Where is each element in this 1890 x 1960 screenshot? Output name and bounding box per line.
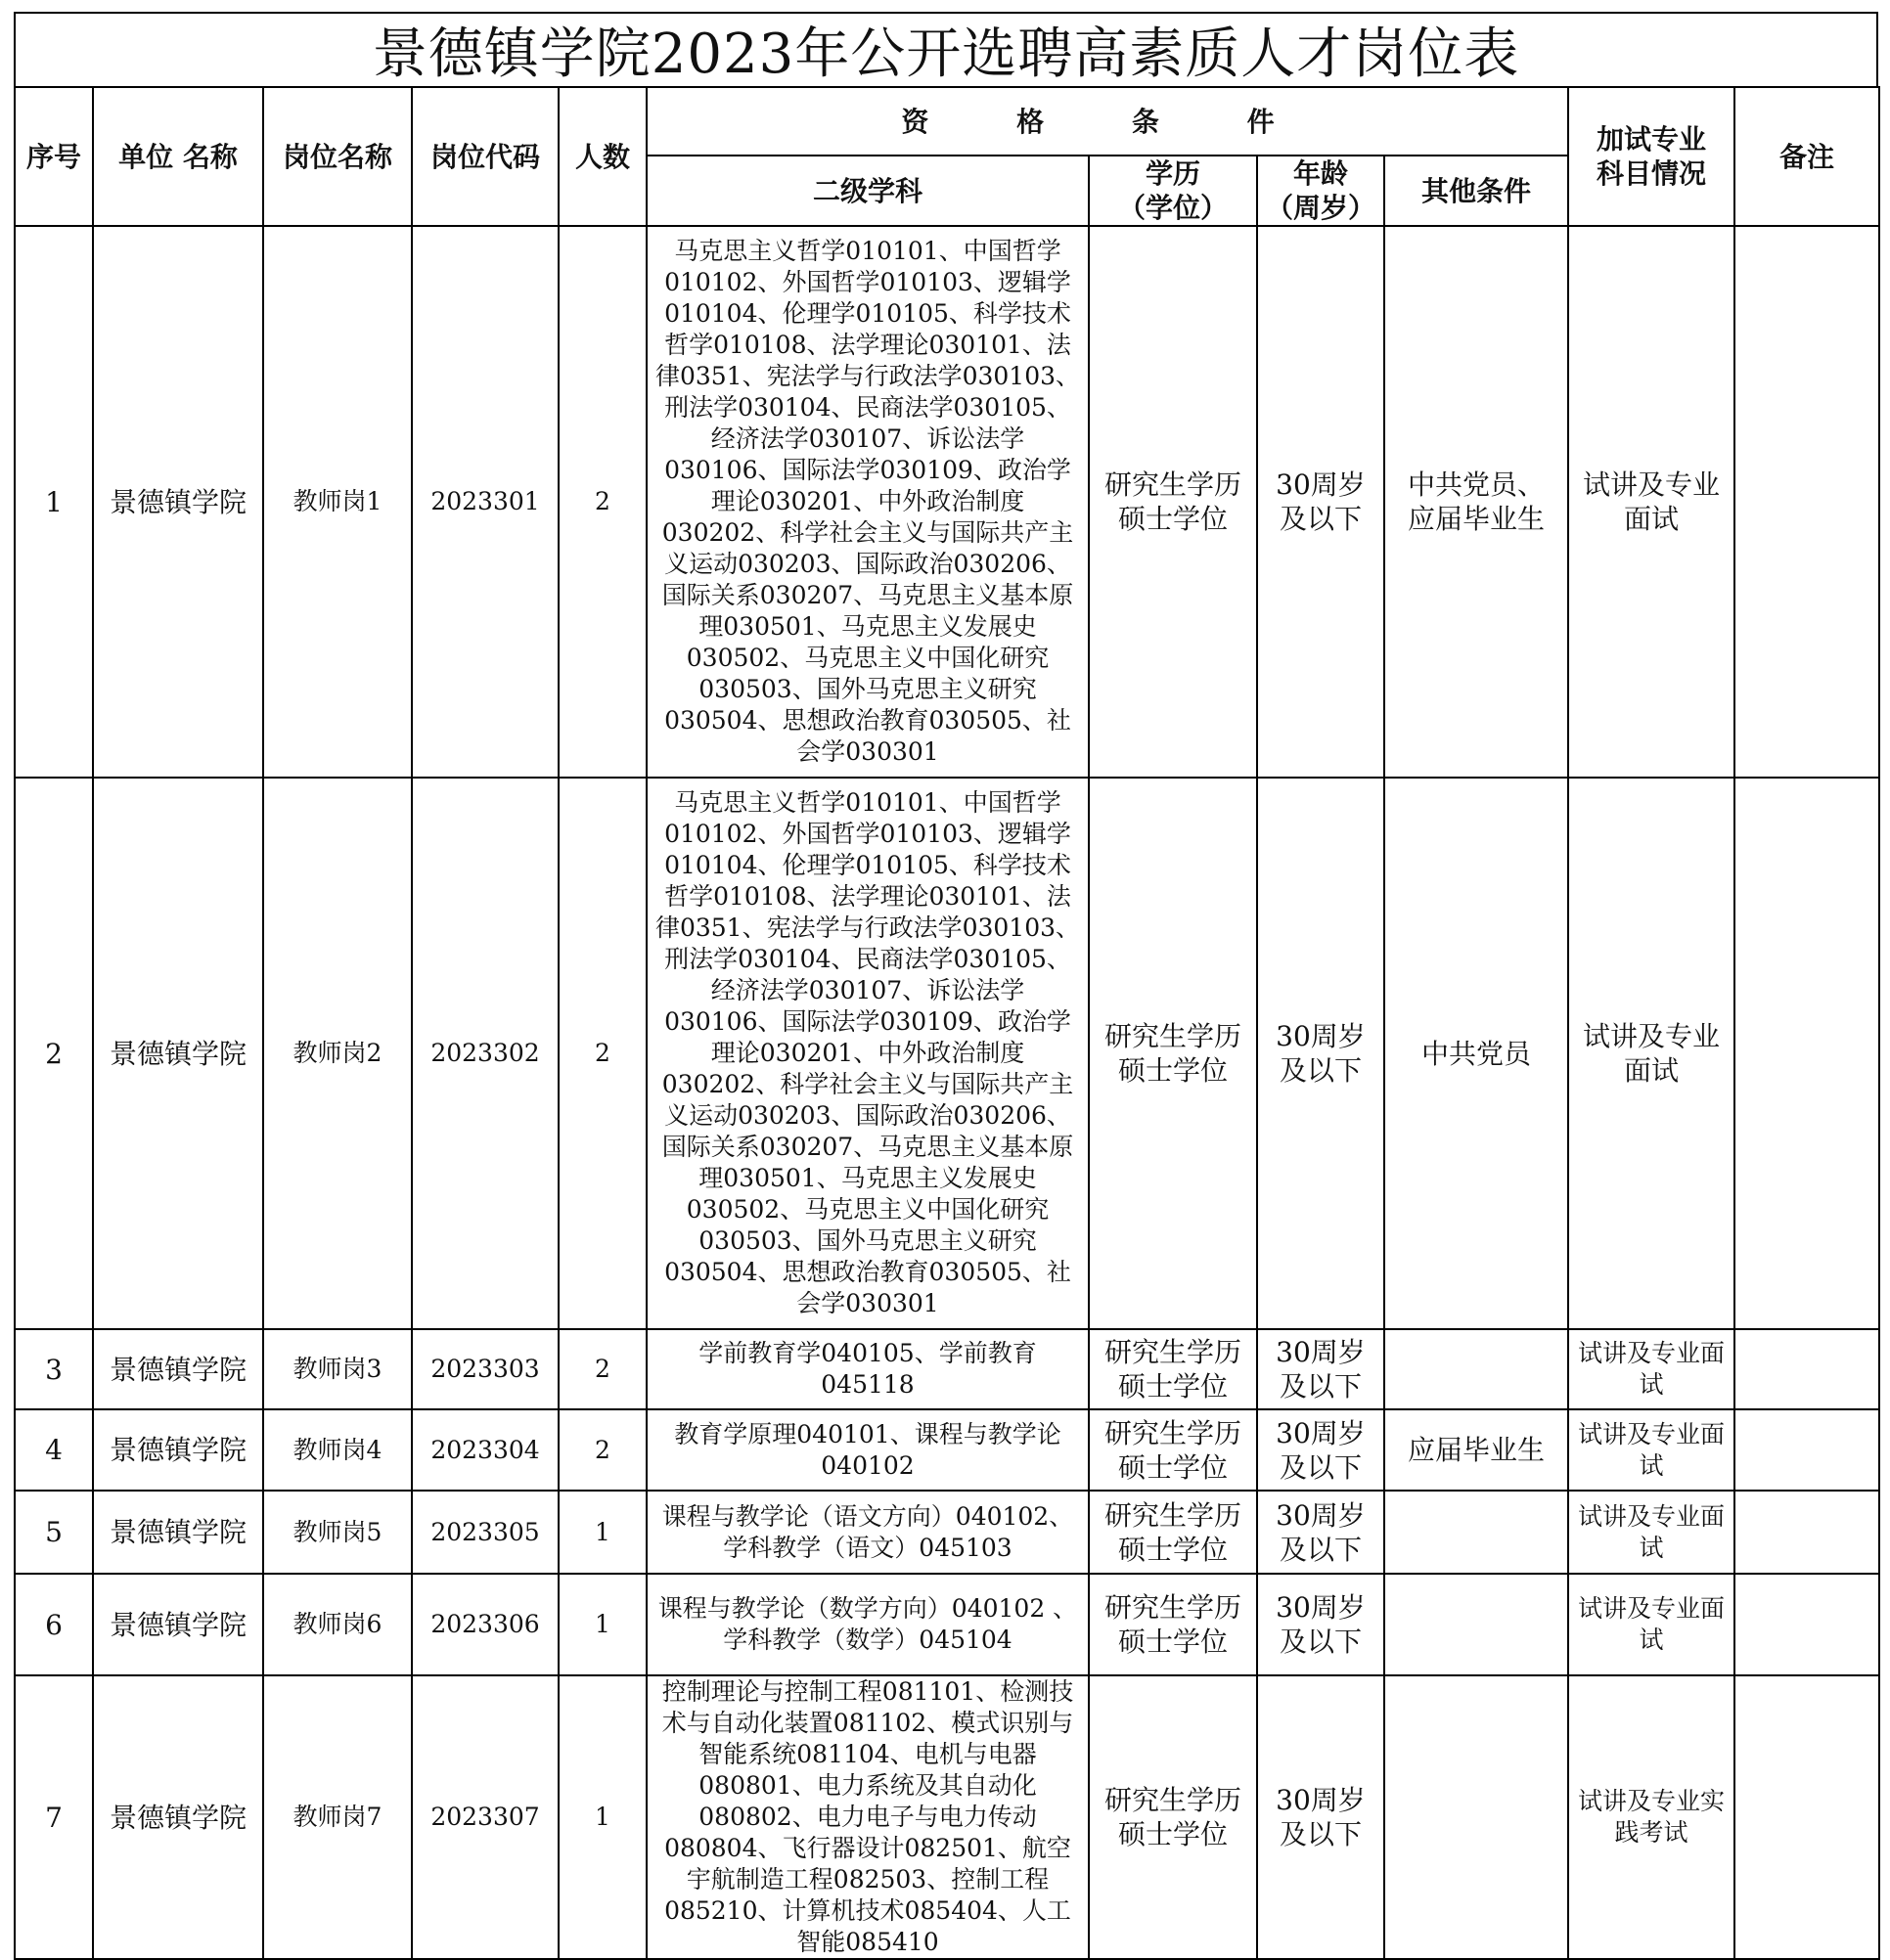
cell-subject: 教育学原理040101、课程与教学论040102	[647, 1409, 1089, 1491]
table-row	[15, 778, 1879, 1329]
cell-extra-exam: 试讲及专业面 试	[1568, 1329, 1734, 1409]
cell-extra-exam: 试讲及专业面 试	[1568, 1491, 1734, 1574]
cell-unit: 景德镇学院	[93, 1491, 263, 1574]
header-qualifications: 资 格 条 件	[647, 87, 1568, 156]
cell-extra-exam: 试讲及专业 面试	[1568, 226, 1734, 778]
cell-count: 2	[559, 226, 647, 778]
header-row-1	[15, 87, 1879, 156]
cell-post-code: 2023307	[412, 1675, 559, 1959]
cell-post-code: 2023304	[412, 1409, 559, 1491]
cell-extra-exam: 试讲及专业 面试	[1568, 778, 1734, 1329]
cell-education: 研究生学历 硕士学位	[1089, 778, 1257, 1329]
cell-education: 研究生学历 硕士学位	[1089, 1491, 1257, 1574]
cell-post-code: 2023301	[412, 226, 559, 778]
cell-post-code: 2023306	[412, 1574, 559, 1675]
cell-unit: 景德镇学院	[93, 1675, 263, 1959]
cell-post-name: 教师岗1	[263, 226, 412, 778]
cell-post-name: 教师岗2	[263, 778, 412, 1329]
header-post-name: 岗位名称	[263, 87, 412, 226]
table-row	[15, 1409, 1879, 1491]
page-title: 景德镇学院2023年公开选聘高素质人才岗位表	[372, 22, 1520, 86]
cell-age: 30周岁 及以下	[1257, 1574, 1384, 1675]
cell-post-name: 教师岗3	[263, 1329, 412, 1409]
table-row	[15, 1491, 1879, 1574]
position-sheet	[14, 12, 1878, 1960]
cell-education: 研究生学历 硕士学位	[1089, 1329, 1257, 1409]
cell-remarks	[1734, 1491, 1879, 1574]
positions-table	[14, 86, 1880, 1960]
positions-body	[15, 226, 1879, 1959]
cell-subject: 马克思主义哲学010101、中国哲学010102、外国哲学010103、逻辑学010104、伦理学010105、科学技术哲学010108、法学理论030101、法律0351、宪法学与行政法学030103、刑法学030104、民商法学030105、经济法学030107、诉讼法学030106、国际法学030109、政治学理论030201、中外政治制度030202、科学社会主义与国际共产主义运动030203、国际政治030206、国际关系030207、马克思主义基本原理030501、马克思主义发展史030502、马克思主义中国化研究030503、国外马克思主义研究030504、思想政治教育030505、社会学030301	[647, 778, 1089, 1329]
cell-other	[1384, 1329, 1568, 1409]
cell-extra-exam: 试讲及专业面 试	[1568, 1409, 1734, 1491]
cell-age: 30周岁 及以下	[1257, 1675, 1384, 1959]
cell-age: 30周岁 及以下	[1257, 1409, 1384, 1491]
cell-age: 30周岁 及以下	[1257, 1491, 1384, 1574]
cell-post-name: 教师岗7	[263, 1675, 412, 1959]
header-remarks: 备注	[1734, 87, 1879, 226]
cell-subject: 学前教育学040105、学前教育045118	[647, 1329, 1089, 1409]
cell-count: 1	[559, 1574, 647, 1675]
header-age: 年龄 （周岁）	[1257, 156, 1384, 226]
table-row	[15, 1329, 1879, 1409]
cell-seq: 3	[15, 1329, 93, 1409]
cell-other	[1384, 1574, 1568, 1675]
cell-seq: 5	[15, 1491, 93, 1574]
cell-seq: 2	[15, 778, 93, 1329]
table-row	[15, 1675, 1879, 1959]
cell-seq: 7	[15, 1675, 93, 1959]
cell-remarks	[1734, 226, 1879, 778]
cell-count: 1	[559, 1675, 647, 1959]
cell-remarks	[1734, 1409, 1879, 1491]
header-subject: 二级学科	[647, 156, 1089, 226]
cell-unit: 景德镇学院	[93, 778, 263, 1329]
header-extra-exam: 加试专业 科目情况	[1568, 87, 1734, 226]
cell-count: 1	[559, 1491, 647, 1574]
cell-remarks	[1734, 1329, 1879, 1409]
cell-post-code: 2023305	[412, 1491, 559, 1574]
cell-other: 应届毕业生	[1384, 1409, 1568, 1491]
table-row	[15, 226, 1879, 778]
cell-education: 研究生学历 硕士学位	[1089, 1675, 1257, 1959]
cell-age: 30周岁 及以下	[1257, 778, 1384, 1329]
cell-post-code: 2023302	[412, 778, 559, 1329]
header-education: 学历 （学位）	[1089, 156, 1257, 226]
cell-post-name: 教师岗5	[263, 1491, 412, 1574]
cell-subject: 控制理论与控制工程081101、检测技术与自动化装置081102、模式识别与智能系统081104、电机与电器080801、电力系统及其自动化080802、电力电子与电力传动080804、飞行器设计082501、航空宇航制造工程082503、控制工程085210、计算机技术085404、人工智能085410	[647, 1675, 1089, 1959]
cell-unit: 景德镇学院	[93, 1409, 263, 1491]
cell-other: 中共党员	[1384, 778, 1568, 1329]
cell-education: 研究生学历 硕士学位	[1089, 226, 1257, 778]
cell-count: 2	[559, 778, 647, 1329]
cell-remarks	[1734, 1675, 1879, 1959]
header-other: 其他条件	[1384, 156, 1568, 226]
cell-subject: 课程与教学论（数学方向）040102 、学科教学（数学）045104	[647, 1574, 1089, 1675]
cell-subject: 马克思主义哲学010101、中国哲学010102、外国哲学010103、逻辑学010104、伦理学010105、科学技术哲学010108、法学理论030101、法律0351、宪法学与行政法学030103、刑法学030104、民商法学030105、经济法学030107、诉讼法学030106、国际法学030109、政治学理论030201、中外政治制度030202、科学社会主义与国际共产主义运动030203、国际政治030206、国际关系030207、马克思主义基本原理030501、马克思主义发展史030502、马克思主义中国化研究030503、国外马克思主义研究030504、思想政治教育030505、社会学030301	[647, 226, 1089, 778]
cell-unit: 景德镇学院	[93, 1329, 263, 1409]
cell-remarks	[1734, 1574, 1879, 1675]
title-row	[14, 12, 1878, 86]
cell-unit: 景德镇学院	[93, 1574, 263, 1675]
cell-remarks	[1734, 778, 1879, 1329]
cell-post-name: 教师岗6	[263, 1574, 412, 1675]
cell-education: 研究生学历 硕士学位	[1089, 1574, 1257, 1675]
cell-seq: 4	[15, 1409, 93, 1491]
cell-age: 30周岁 及以下	[1257, 1329, 1384, 1409]
cell-other: 中共党员、 应届毕业生	[1384, 226, 1568, 778]
cell-education: 研究生学历 硕士学位	[1089, 1409, 1257, 1491]
cell-post-name: 教师岗4	[263, 1409, 412, 1491]
header-unit: 单位 名称	[93, 87, 263, 226]
cell-seq: 6	[15, 1574, 93, 1675]
cell-unit: 景德镇学院	[93, 226, 263, 778]
cell-subject: 课程与教学论（语文方向）040102、学科教学（语文）045103	[647, 1491, 1089, 1574]
header-count: 人数	[559, 87, 647, 226]
cell-extra-exam: 试讲及专业实 践考试	[1568, 1675, 1734, 1959]
header-seq: 序号	[15, 87, 93, 226]
cell-age: 30周岁 及以下	[1257, 226, 1384, 778]
cell-other	[1384, 1675, 1568, 1959]
table-row	[15, 1574, 1879, 1675]
cell-seq: 1	[15, 226, 93, 778]
cell-post-code: 2023303	[412, 1329, 559, 1409]
header-post-code: 岗位代码	[412, 87, 559, 226]
cell-other	[1384, 1491, 1568, 1574]
cell-count: 2	[559, 1329, 647, 1409]
cell-extra-exam: 试讲及专业面 试	[1568, 1574, 1734, 1675]
cell-count: 2	[559, 1409, 647, 1491]
